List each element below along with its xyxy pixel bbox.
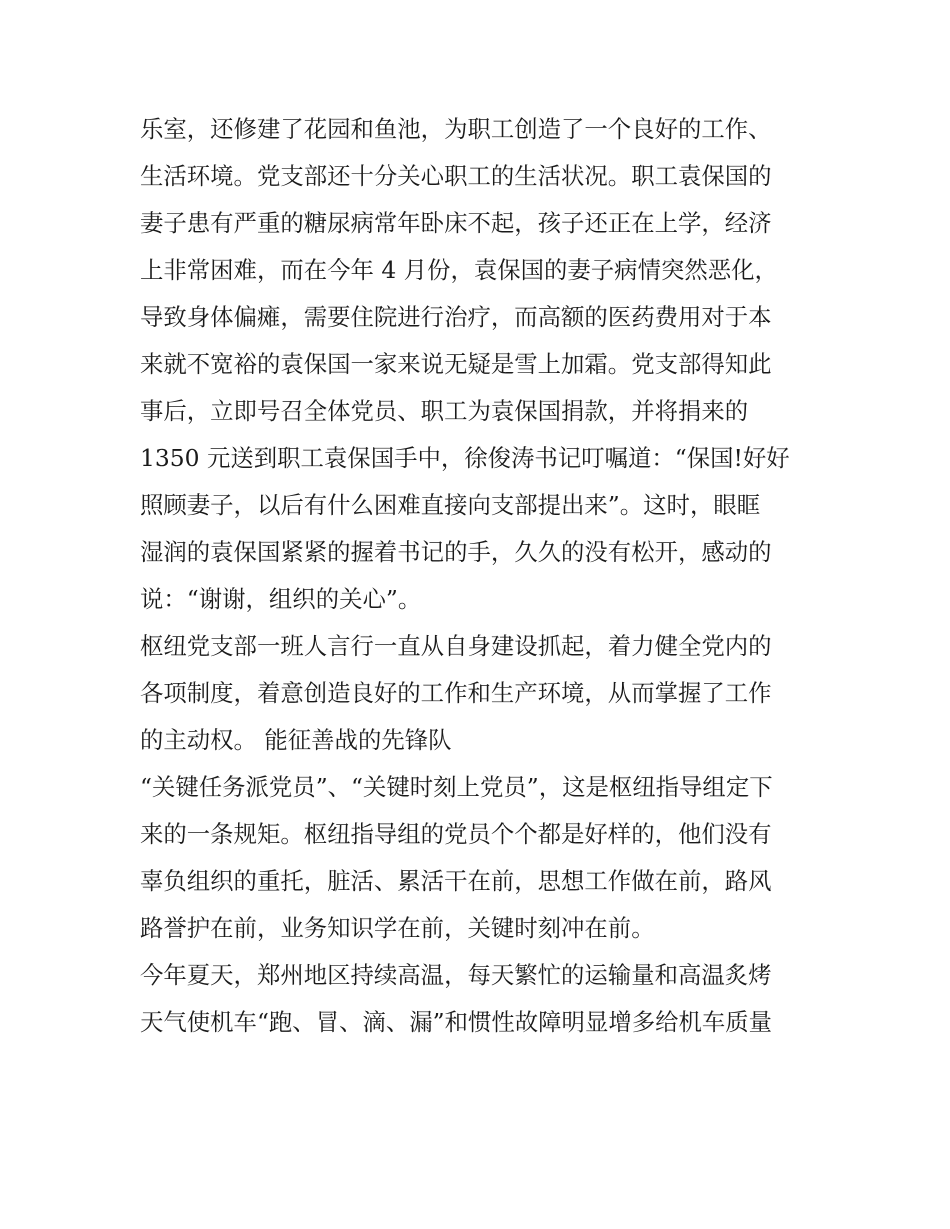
text-line: 各项制度，着意创造良好的工作和生产环境，从而掌握了工作 <box>140 679 772 707</box>
text-line: “关键任务派党员”、“关键时刻上党员”，这是枢纽指导组定下 <box>140 773 773 801</box>
text-line: 乐室，还修建了花园和鱼池，为职工创造了一个良好的工作、 <box>140 115 772 143</box>
text-line: 导致身体偏瘫，需要住院进行治疗，而高额的医药费用对于本 <box>140 303 772 331</box>
body-text <box>140 106 820 1046</box>
text-line: 事后，立即号召全体党员、职工为袁保国捐款，并将捐来的 <box>140 397 749 425</box>
text-line: 1350 元送到职工袁保国手中，徐俊涛书记叮嘱道：“保国!好好 <box>140 444 790 472</box>
text-line: 湿润的袁保国紧紧的握着书记的手，久久的没有松开，感动的 <box>140 538 772 566</box>
text-line: 照顾妻子，以后有什么困难直接向支部提出来”。这时，眼眶 <box>140 491 761 519</box>
text-line: 的主动权。 能征善战的先锋队 <box>140 726 452 754</box>
text-line: 上非常困难，而在今年 4 月份，袁保国的妻子病情突然恶化， <box>140 256 778 284</box>
text-line: 今年夏天，郑州地区持续高温，每天繁忙的运输量和高温炙烤 <box>140 961 772 989</box>
text-line: 辜负组织的重托，脏活、累活干在前，思想工作做在前，路风 <box>140 867 772 895</box>
text-line: 枢纽党支部一班人言行一直从自身建设抓起，着力健全党内的 <box>140 632 772 660</box>
text-line: 路誉护在前，业务知识学在前，关键时刻冲在前。 <box>140 914 655 942</box>
text-line: 来就不宽裕的袁保国一家来说无疑是雪上加霜。党支部得知此 <box>140 350 772 378</box>
text-line: 生活环境。党支部还十分关心职工的生活状况。职工袁保国的 <box>140 162 772 190</box>
text-line: 妻子患有严重的糖尿病常年卧床不起，孩子还正在上学，经济 <box>140 209 772 237</box>
text-line: 说：“谢谢，组织的关心”。 <box>140 585 422 613</box>
text-line: 来的一条规矩。枢纽指导组的党员个个都是好样的，他们没有 <box>140 820 772 848</box>
text-line: 天气使机车“跑、冒、滴、漏”和惯性故障明显增多给机车质量 <box>140 1008 773 1036</box>
